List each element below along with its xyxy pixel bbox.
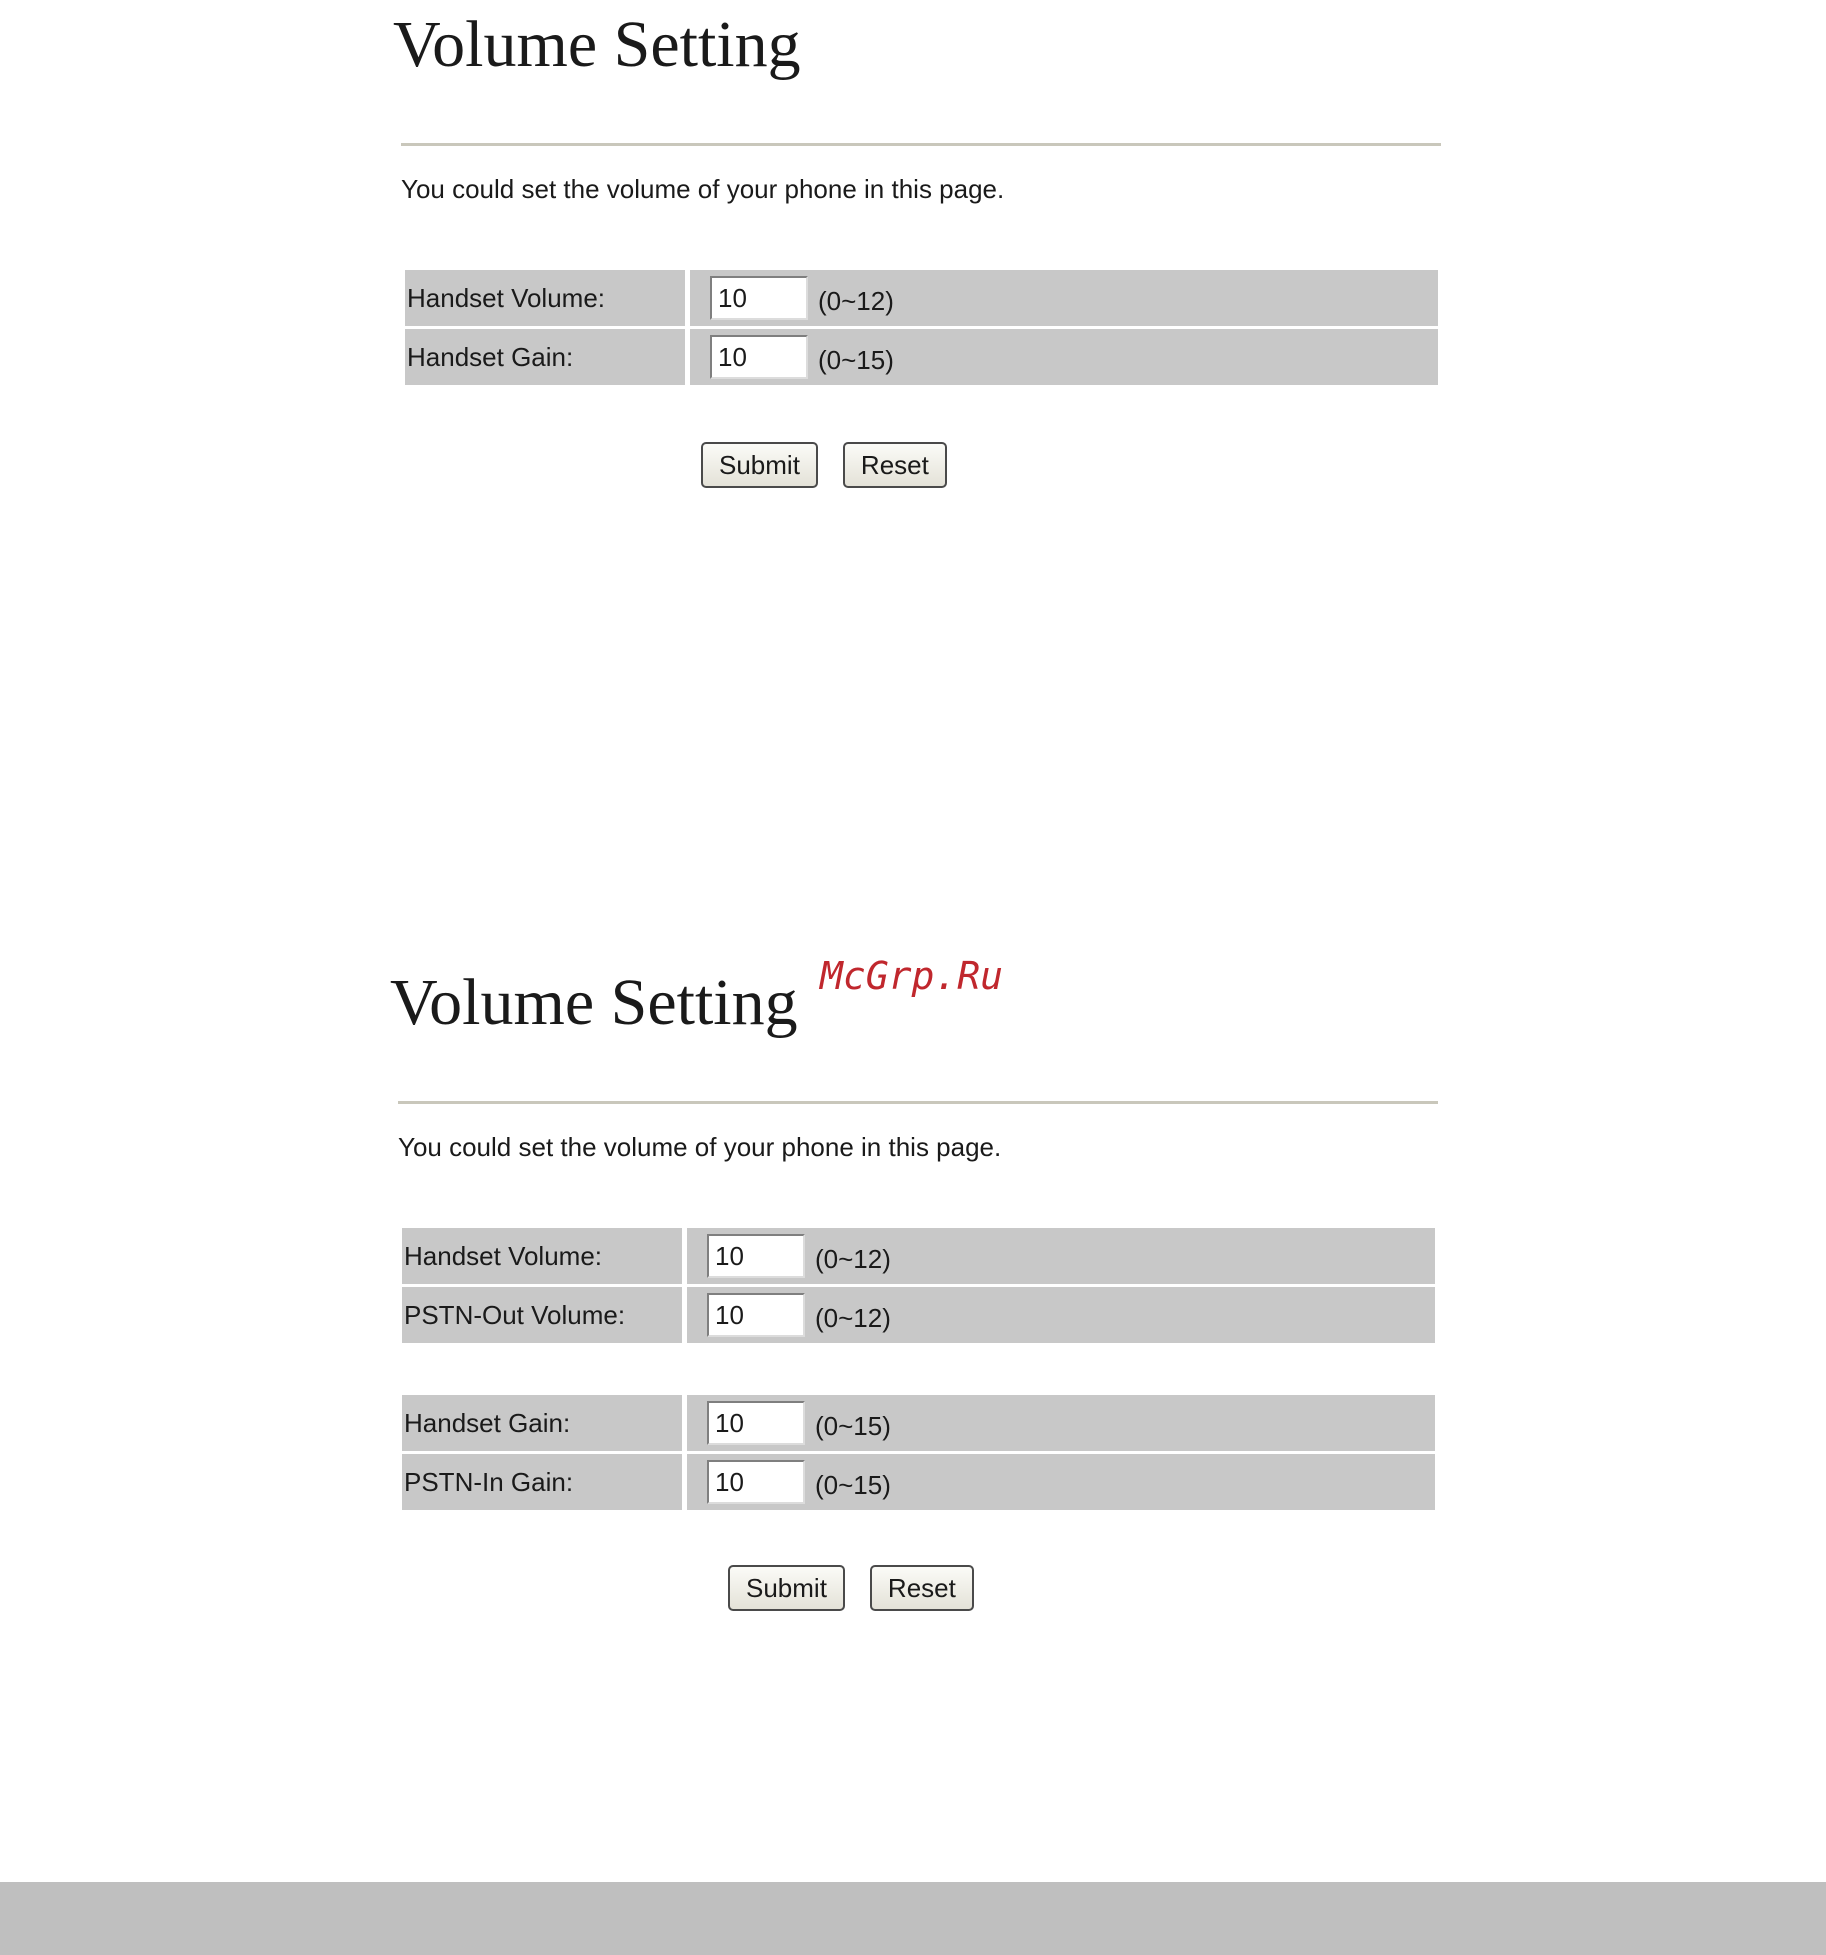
volume-settings-table — [402, 1228, 1435, 1346]
range-hint: (0~15) — [818, 344, 894, 375]
setting-label: PSTN-Out Volume: — [402, 1287, 682, 1343]
setting-label: PSTN-In Gain: — [402, 1454, 682, 1510]
setting-label: Handset Volume: — [402, 1228, 682, 1284]
setting-row-handset-gain — [402, 1395, 1435, 1451]
pstn-out-volume-input[interactable] — [707, 1293, 805, 1337]
footer-bar — [0, 1882, 1826, 1955]
setting-value-cell — [690, 329, 1438, 385]
pstn-in-gain-input[interactable] — [707, 1460, 805, 1504]
handset-gain-input[interactable] — [707, 1401, 805, 1445]
reset-button[interactable]: Reset — [843, 442, 947, 488]
range-hint: (0~12) — [818, 285, 894, 316]
setting-row-handset-volume — [405, 270, 1438, 326]
setting-row-pstn-in-gain — [402, 1454, 1435, 1510]
intro-text: You could set the volume of your phone in this page. — [401, 174, 1005, 204]
setting-label: Handset Gain: — [405, 329, 685, 385]
form-buttons — [728, 1565, 974, 1611]
setting-value-cell — [687, 1228, 1435, 1284]
page-title: Volume Setting — [390, 966, 798, 1039]
setting-value-cell — [687, 1287, 1435, 1343]
submit-button[interactable]: Submit — [701, 442, 818, 488]
intro-text: You could set the volume of your phone in this page. — [398, 1132, 1002, 1162]
reset-button[interactable]: Reset — [870, 1565, 974, 1611]
handset-volume-input[interactable] — [707, 1234, 805, 1278]
title-divider — [398, 1101, 1438, 1104]
range-hint: (0~15) — [815, 1469, 891, 1500]
setting-row-handset-volume — [402, 1228, 1435, 1284]
setting-value-cell — [690, 270, 1438, 326]
setting-row-pstn-out-volume — [402, 1287, 1435, 1343]
title-divider — [401, 143, 1441, 146]
settings-table — [405, 270, 1438, 388]
range-hint: (0~15) — [815, 1410, 891, 1441]
gain-settings-table — [402, 1395, 1435, 1513]
submit-button[interactable]: Submit — [728, 1565, 845, 1611]
setting-value-cell — [687, 1395, 1435, 1451]
setting-value-cell — [687, 1454, 1435, 1510]
setting-row-handset-gain — [405, 329, 1438, 385]
handset-gain-input[interactable] — [710, 335, 808, 379]
watermark-text: McGrp.Ru — [820, 954, 1004, 998]
range-hint: (0~12) — [815, 1302, 891, 1333]
page-title: Volume Setting — [393, 8, 801, 81]
range-hint: (0~12) — [815, 1243, 891, 1274]
setting-label: Handset Volume: — [405, 270, 685, 326]
handset-volume-input[interactable] — [710, 276, 808, 320]
setting-label: Handset Gain: — [402, 1395, 682, 1451]
form-buttons — [701, 442, 947, 488]
